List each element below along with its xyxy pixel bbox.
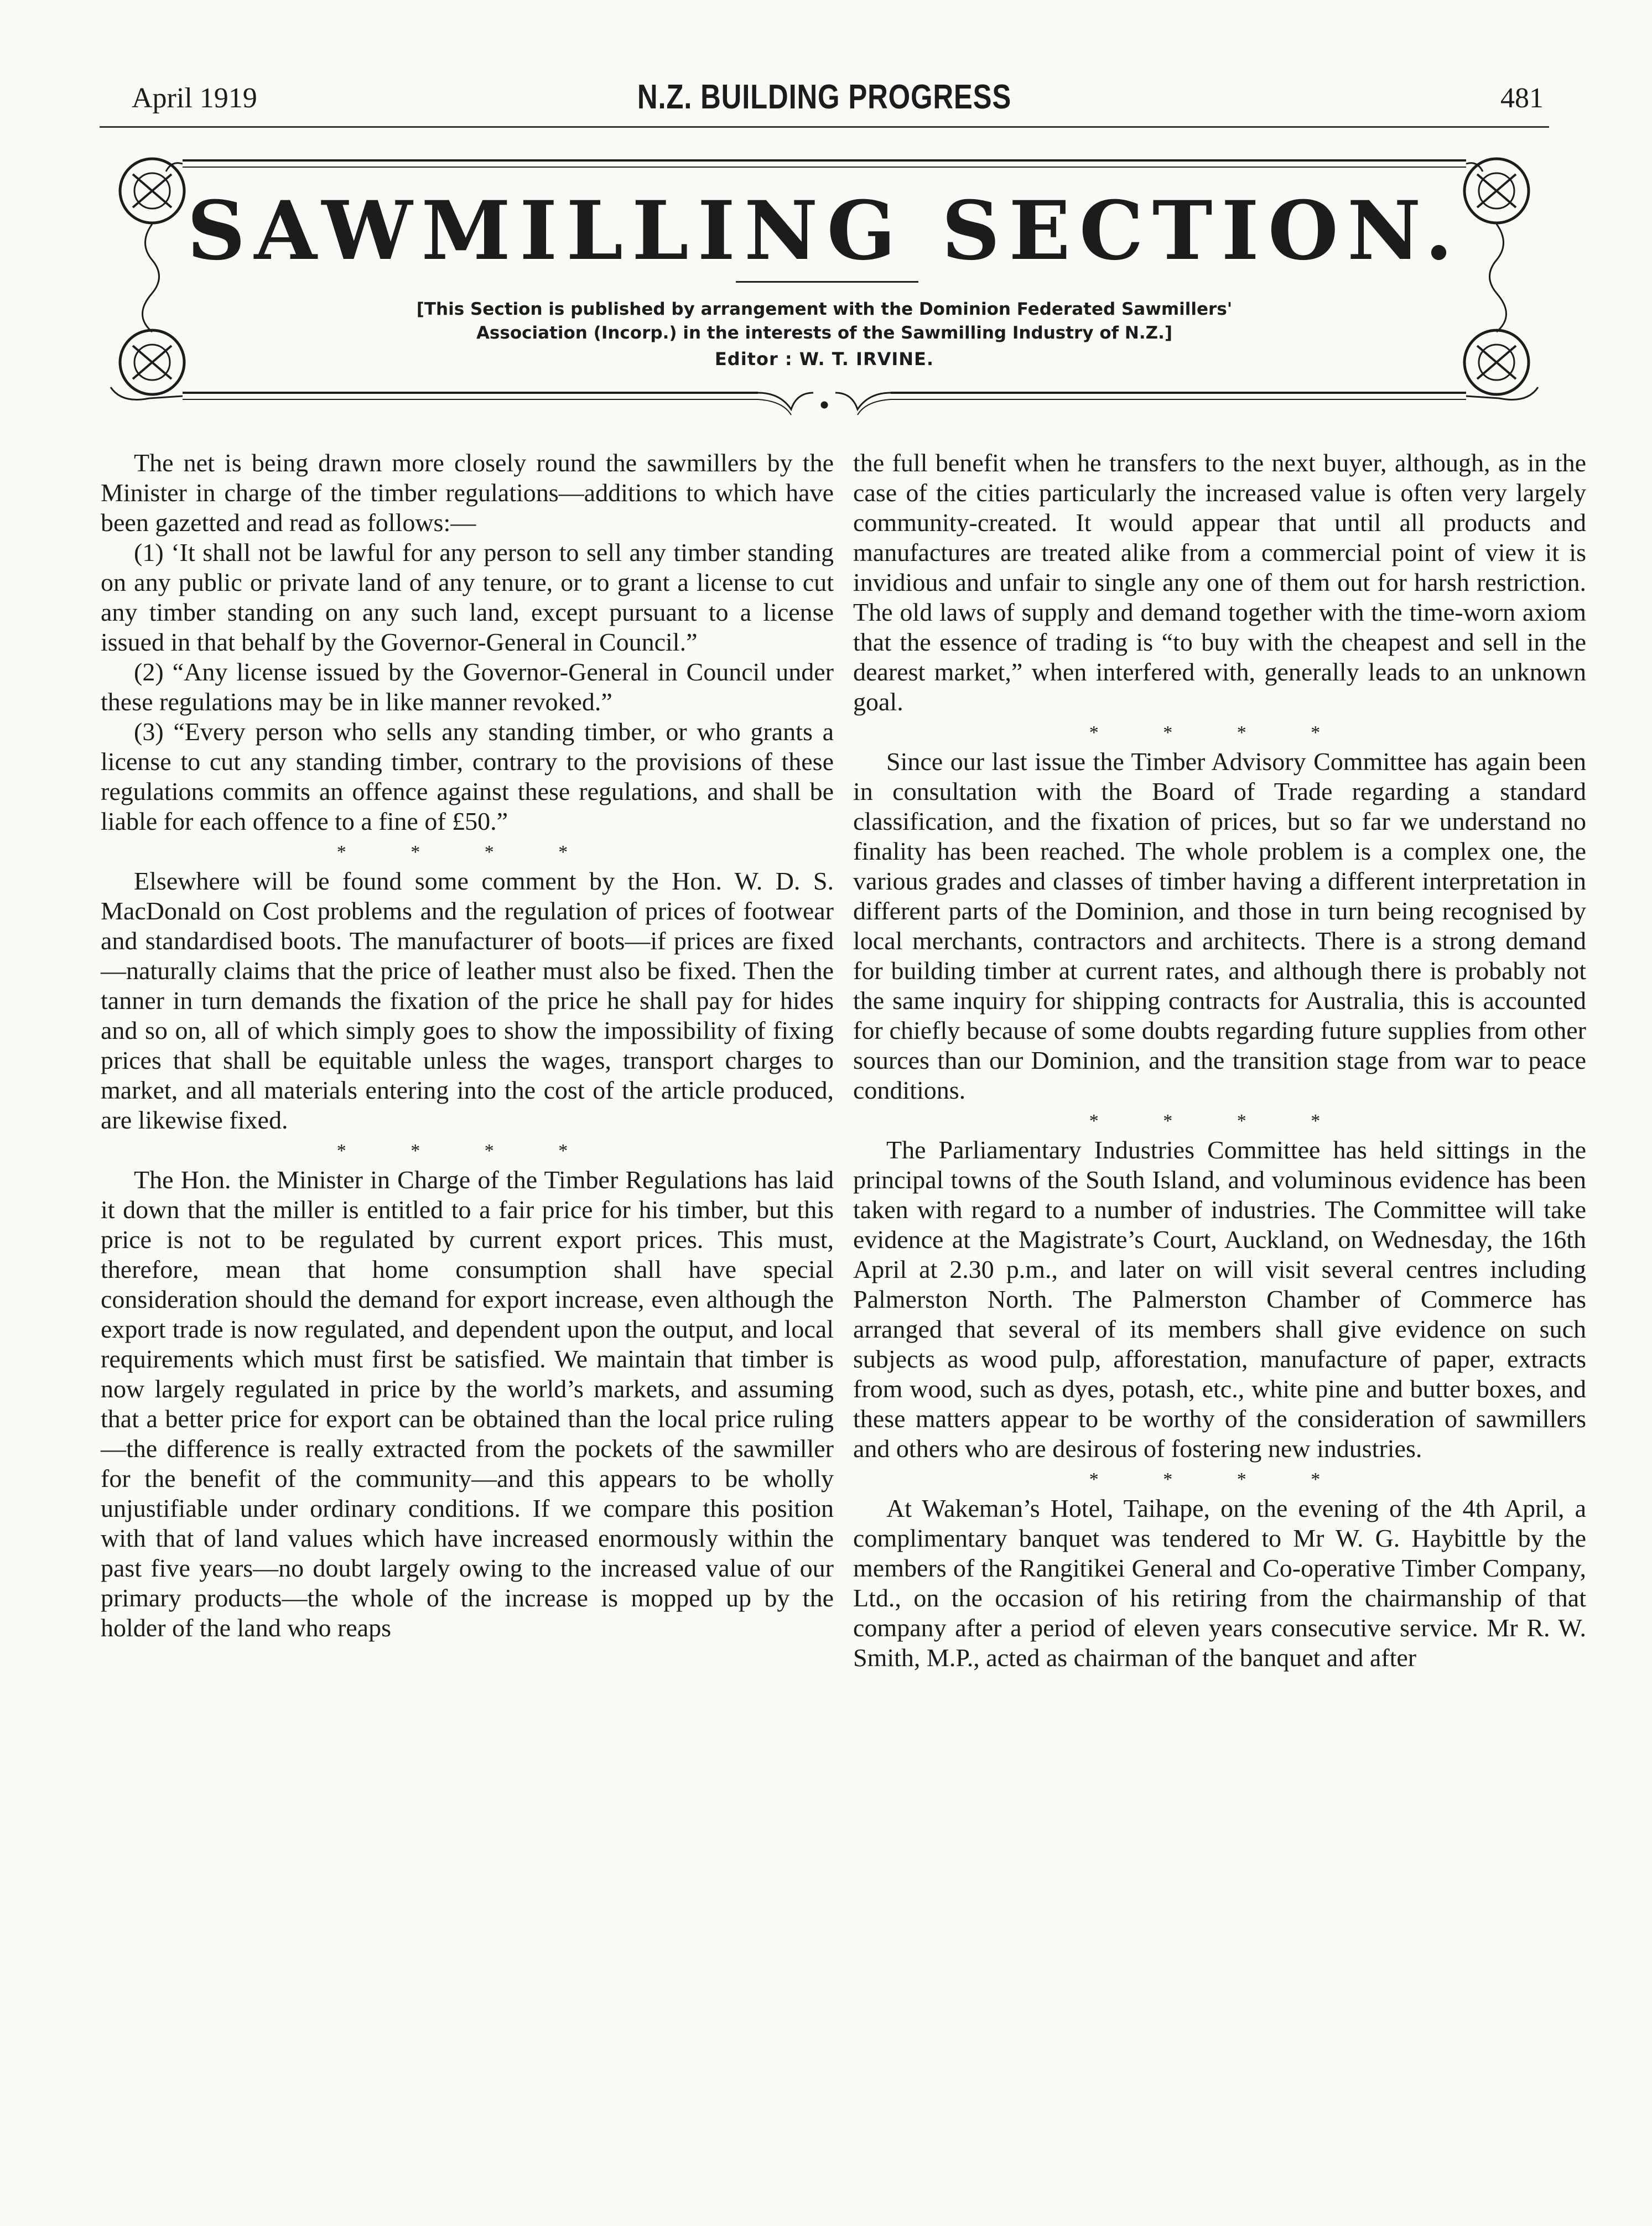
section-separator: * * * * xyxy=(1089,1111,1350,1131)
left-column xyxy=(101,448,834,1643)
section-banner xyxy=(100,149,1549,437)
paragraph: The net is being drawn more closely round the sawmillers by the Minister in charge of the timber regulations—additions to which have been gazetted and read as follows:— xyxy=(101,449,834,537)
section-separator: * * * * xyxy=(336,842,598,862)
paragraph: The Hon. the Minister in Charge of the Timber Regulations has laid it down that the miller is entitled to a fair price for his timber, but this price is not to be regulated by current export prices. This must, therefore, mean that home consumption shall have special consideration should the demand for export increase, even although the export trade is now regulated, and dependent upon the output, and local requirements which must first be satisfied. We maintain that timber is now largely regulated in price by the world’s markets, and assuming that a better price for export can be obtained than the local price ruling—the difference is really extracted from the pockets of the sawmiller for the benefit of the community—and this appears to be wholly unjustifiable under ordinary conditions. If we compare this position with that of land values which have increased enormously within the past five years—no doubt largely owing to the increased value of our primary products—the whole of the increase is mopped up by the holder of the land who reaps xyxy=(101,1166,834,1642)
issue-date: April 1919 xyxy=(132,82,257,114)
paragraph: Elsewhere will be found some comment by the Hon. W. D. S. MacDonald on Cost problems and the regulation of prices of footwear and standardised boots. The manufacturer of boots—if prices are fixed—naturally claims that the price of leather must also be fixed. Then the tanner in turn demands the fixation of the price he shall pay for hides and so on, all of which simply goes to show the impossibility of fixing prices that shall be equitable unless the wages, transport charges to market, and all materials entering into the cost of the article produced, are likewise fixed. xyxy=(101,867,834,1134)
section-separator: * * * * xyxy=(336,1141,598,1161)
journal-title: N.Z. BUILDING PROGRESS xyxy=(637,78,1012,116)
publication-note-line-1: [This Section is published by arrangement with the Dominion Federated Sawmillers' xyxy=(416,299,1233,319)
right-column xyxy=(853,448,1586,1673)
paragraph: (3) “Every person who sells any standing timber, or who grants a license to cut any standing timber, contrary to the provisions of these regulations commits an offence against these regulations, and shall be liable for each offence to a fine of £50.” xyxy=(101,717,834,835)
paragraph: Since our last issue the Timber Advisory Committee has again been in consultation with the Board of Trade regarding a standard classification, and the fixation of prices, but so far we understand no finality has been reached. The whole problem is a complex one, the various grades and classes of timber having a different interpretation in different parts of the Dominion, and those in turn being recognised by local merchants, contractors and architects. There is a strong demand for building timber at current rates, and although there is probably not the same inquiry for shipping contracts for Australia, this is accounted for chiefly because of some doubts regarding future supplies from other sources than our Dominion, and the transition stage from war to peace conditions. xyxy=(853,747,1586,1104)
header-rule xyxy=(100,126,1549,128)
paragraph: (2) “Any license issued by the Governor-General in Council under these regulations may be in like manner revoked.” xyxy=(101,658,834,716)
title-underline xyxy=(736,281,918,283)
running-head xyxy=(100,78,1549,126)
editor-credit: Editor : W. T. IRVINE. xyxy=(714,349,934,370)
section-separator: * * * * xyxy=(1089,1469,1350,1490)
paragraph: At Wakeman’s Hotel, Taihape, on the evening of the 4th April, a complimentary banquet was tendered to Mr W. G. Haybittle by the members of the Rangitikei General and Co-operative Timber Company, Ltd., on the occasion of his retiring from the chairmanship of that company after a period of eleven years consecutive service. Mr R. W. Smith, M.P., acted as chairman of the banquet and after xyxy=(853,1494,1586,1672)
paragraph: The Parliamentary Industries Committee has held sittings in the principal towns of the South Island, and voluminous evidence has been taken with regard to a number of industries. The Committee will take evidence at the Magistrate’s Court, Auckland, on Wednesday, the 16th April at 2.30 p.m., and later on will visit several centres including Palmerston North. The Palmerston Chamber of Commerce has arranged that several of its members shall give evidence on such subjects as wood pulp, afforestation, manufacture of paper, extracts from wood, such as dyes, potash, etc., white pine and butter boxes, and these matters appear to be worthy of the consideration of sawmillers and others who are desirous of fostering new industries. xyxy=(853,1136,1586,1463)
publication-note xyxy=(310,298,1339,345)
paragraph-continued: the full benefit when he transfers to the next buyer, although, as in the case of the cities particularly the increased value is often very largely community-created. It would appear that until all products and manufactures are treated alike from a commercial point of view it is invidious and unfair to single any one of them out for harsh restriction. The old laws of supply and demand together with the time-worn axiom that the essence of trading is “to buy with the cheapest and sell in the dearest market,” when interfered with, generally leads to an unknown goal. xyxy=(853,449,1586,716)
page-number: 481 xyxy=(1500,82,1544,114)
section-title: SAWMILLING SECTION. xyxy=(187,184,1462,278)
publication-note-line-2: Association (Incorp.) in the interests of the Sawmilling Industry of N.Z.] xyxy=(476,323,1173,343)
section-separator: * * * * xyxy=(1089,722,1350,743)
paragraph: (1) ‘It shall not be lawful for any person to sell any timber standing on any public or private land of any tenure, or to grant a license to cut any timber standing on any such land, except pursuant to a license issued in that behalf by the Governor-General in Council.” xyxy=(101,538,834,656)
